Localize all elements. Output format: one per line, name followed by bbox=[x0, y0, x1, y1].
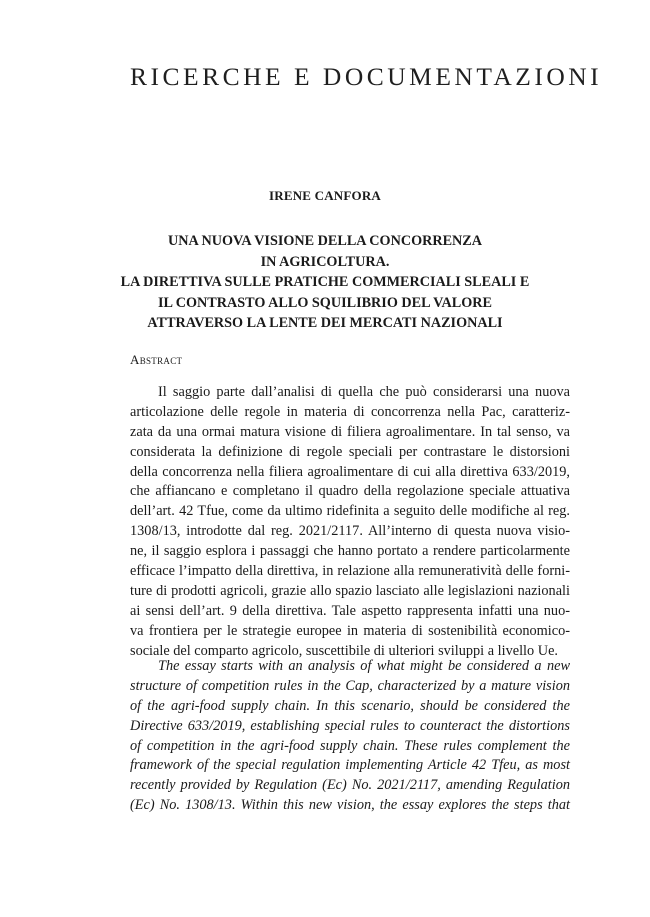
title-line: IN AGRICOLTURA. bbox=[260, 253, 390, 270]
abstract-line: considerata la definizione di regole speciali per contrastare le distorsioni bbox=[130, 443, 570, 460]
abstract-italian bbox=[130, 383, 570, 661]
title-line: IL CONTRASTO ALLO SQUILIBRIO DEL VALORE bbox=[158, 294, 492, 311]
abstract-line: va frontiera per le strategie europee in materia di sostenibilità economico- bbox=[130, 622, 570, 639]
abstract-line: ne, il saggio esplora i passaggi che hanno portato a rendere particolarmente bbox=[130, 543, 570, 560]
abstract-line: zata da una ormai matura visione di filiera agroalimentare. In tal senso, va bbox=[130, 423, 570, 440]
abstract-line: (Ec) No. 1308/13. Within this new vision, the essay explores the steps that bbox=[130, 797, 570, 814]
article-title bbox=[0, 231, 650, 334]
abstract-line: efficace l’impatto della direttiva, in relazione alla remuneratività delle forni- bbox=[130, 563, 570, 580]
abstract-line: Directive 633/2019, establishing special rules to counteract the distortions bbox=[130, 717, 570, 734]
abstract-line: ture di prodotti agricoli, grazie allo spazio lasciato alle legislazioni nazionali bbox=[130, 582, 570, 599]
abstract-line: articolazione delle regole in materia di concorrenza nella Pac, caratteriz- bbox=[130, 403, 570, 420]
abstract-line: 1308/13, introdotte dal reg. 2021/2117. All’interno di questa nuova visio- bbox=[130, 523, 570, 540]
abstract-english bbox=[130, 657, 570, 816]
abstract-label: Abstract bbox=[130, 352, 183, 367]
abstract-line: structure of competition rules in the Cap, characterized by a mature vision bbox=[130, 677, 570, 694]
abstract-line: recently provided by Regulation (Ec) No. 2021/2117, amending Regulation bbox=[130, 777, 570, 794]
title-line: UNA NUOVA VISIONE DELLA CONCORRENZA bbox=[167, 233, 483, 249]
abstract-line: sociale del comparto agricolo, suscettibile di ulteriori sviluppi a livello Ue. bbox=[130, 642, 558, 659]
abstract-line: che affiancano e completano il quadro della regolazione speciale attuativa bbox=[130, 483, 570, 500]
abstract-line: The essay starts with an analysis of what might be considered a new bbox=[158, 658, 570, 674]
abstract-line: dell’art. 42 Tfue, come da ultimo ridefinita a seguito delle modifiche al reg. bbox=[130, 503, 570, 520]
running-head: RICERCHE E DOCUMENTAZIONI bbox=[130, 62, 603, 91]
abstract-line: della concorrenza nella filiera agroalimentare di cui alla direttiva 633/2019, bbox=[130, 463, 570, 480]
abstract-line: ai sensi dell’art. 9 della direttiva. Tale aspetto rappresenta infatti una nuo- bbox=[130, 602, 570, 619]
abstract-line: framework of the special regulation implementing Article 42 Tfeu, as most bbox=[130, 757, 570, 774]
abstract-line: Il saggio parte dall’analisi di quella che può considerarsi una nuova bbox=[158, 384, 570, 400]
abstract-line: of the agri-food supply chain. In this scenario, should be considered the bbox=[130, 697, 570, 714]
abstract-line: of competition in the agri-food supply chain. These rules complement the bbox=[130, 737, 570, 754]
title-line: ATTRAVERSO LA LENTE DEI MERCATI NAZIONALI bbox=[147, 315, 503, 331]
author-name: IRENE CANFORA bbox=[268, 188, 382, 203]
title-line: LA DIRETTIVA SULLE PRATICHE COMMERCIALI SLEALI E bbox=[120, 274, 530, 290]
